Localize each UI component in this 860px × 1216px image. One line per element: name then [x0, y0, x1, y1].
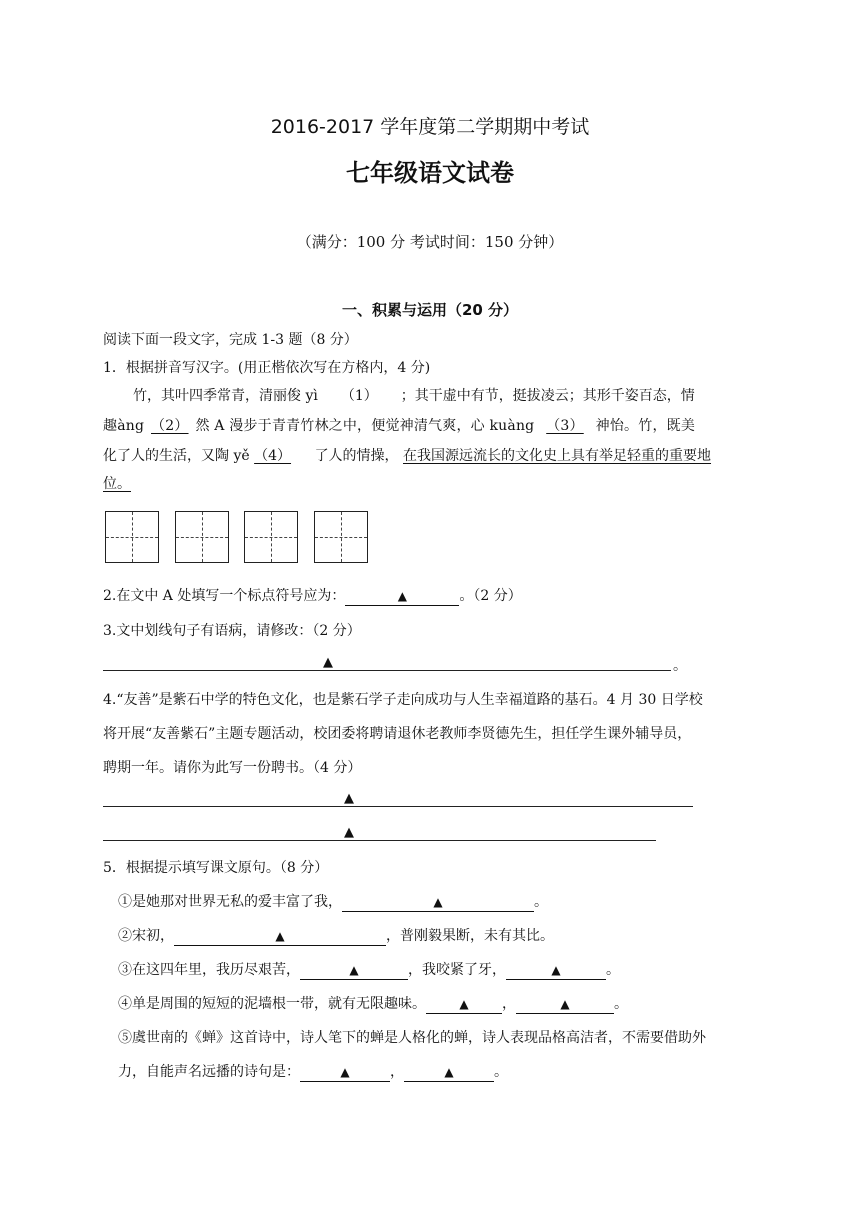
q1-passage-line2: [103, 416, 695, 436]
section-intro: 阅读下面一段文字，完成 1-3 题（8 分）: [103, 332, 358, 348]
q5-item-2: [118, 926, 554, 946]
q4-line1: 4.“友善”是紫石中学的特色文化，也是紫石学子走向成功与人生幸福道路的基石。4 月 30 日学校: [103, 692, 703, 708]
passage-text: 趣àng: [103, 418, 149, 434]
q5-item-1: [118, 892, 548, 912]
q5-prompt: 5．根据提示填写课文原句。（8 分）: [103, 860, 329, 876]
underlined-sentence: 在我国源远流长的文化史上具有举足轻重的重要地: [403, 448, 712, 464]
blank-marker: ▲: [459, 997, 469, 1011]
q5-item-5-line1: ⑤虞世南的《蝉》这首诗中，诗人笔下的蝉是人格化的蝉，诗人表现品格高洁者，不需要借助外: [118, 1030, 706, 1046]
passage-text: 竹，其叶四季常青，清丽俊 yì: [133, 388, 318, 404]
blank-3: （3）: [546, 418, 584, 434]
blank-marker: ▲: [344, 791, 354, 806]
passage-text: ；其干虚中有节，挺拔凌云；其形千姿百态，情: [400, 388, 695, 404]
q2-score: 。（2 分）: [459, 588, 522, 604]
blank-marker: ▲: [560, 997, 570, 1011]
q5-item-3: [118, 960, 620, 980]
exam-meta: （满分：100 分 考试时间：150 分钟）: [296, 233, 564, 251]
blank-marker: ▲: [551, 963, 561, 977]
answer-box-1[interactable]: [105, 511, 159, 563]
passage-text: 神怡。竹，既美: [595, 418, 696, 434]
q5-item-text: ，: [502, 996, 516, 1012]
blank-marker: ▲: [340, 1065, 350, 1079]
blank-marker: ▲: [344, 825, 354, 840]
q5-blank-4b[interactable]: [516, 996, 614, 1014]
exam-title: 2016-2017 学年度第二学期期中考试: [270, 116, 590, 138]
blank-4: （4）: [254, 448, 292, 464]
q5-blank-3b[interactable]: [506, 962, 606, 980]
blank-1: （1）: [340, 388, 378, 404]
q4-answer-line-2[interactable]: [103, 840, 656, 841]
q2-prompt: 2.在文中 A 处填写一个标点符号应为：: [103, 588, 346, 604]
q3-prompt: 3.文中划线句子有语病，请修改：（2 分）: [103, 623, 361, 639]
q5-blank-5a[interactable]: [300, 1064, 390, 1082]
q5-blank-3a[interactable]: [300, 962, 408, 980]
q3-answer-line[interactable]: [103, 670, 671, 671]
q5-item-text: 。: [534, 894, 548, 910]
passage-text: 了人的情操，: [314, 448, 399, 464]
q1-passage-line3: [103, 446, 711, 466]
q5-item-text: 。: [494, 1064, 508, 1080]
q5-item-text: 力，自能声名远播的诗句是：: [118, 1064, 300, 1080]
q5-item-text: 。: [606, 962, 620, 978]
q5-item-5-line2: [118, 1062, 508, 1082]
q3-tail: 。: [673, 658, 687, 674]
q5-item-text: ②宋初，: [118, 928, 174, 944]
q5-item-text: ，: [390, 1064, 404, 1080]
q5-item-text: ①是她那对世界无私的爱丰富了我，: [118, 894, 342, 910]
q4-answer-line-1[interactable]: [103, 806, 693, 807]
underlined-sentence: 位。: [103, 476, 131, 492]
q5-blank-1[interactable]: [342, 894, 534, 912]
q2-line: [103, 586, 522, 606]
blank-marker: ▲: [349, 963, 359, 977]
q2-answer-blank[interactable]: [345, 588, 459, 606]
q5-item-text: ，我咬紧了牙，: [408, 962, 506, 978]
answer-box-2[interactable]: [175, 511, 229, 563]
q1-passage-line4: [103, 474, 131, 494]
q5-item-text: ③在这四年里，我历尽艰苦，: [118, 962, 300, 978]
q5-item-text: 。: [614, 996, 628, 1012]
q4-line2: 将开展“友善紫石”主题专题活动，校团委将聘请退休老教师李贤德先生，担任学生课外辅导员，: [103, 726, 692, 742]
q5-blank-4a[interactable]: [426, 996, 502, 1014]
section-heading: 一、积累与运用（20 分）: [341, 301, 519, 319]
answer-box-4[interactable]: [314, 511, 368, 563]
blank-marker: ▲: [275, 929, 285, 943]
q5-item-4: [118, 994, 628, 1014]
blank-marker: ▲: [433, 895, 443, 909]
q5-item-text: ④单是周围的短短的泥墙根一带，就有无限趣味。: [118, 996, 426, 1012]
blank-marker: ▲: [323, 655, 333, 670]
q5-item-text: ，普刚毅果断，未有其比。: [386, 928, 554, 944]
q1-prompt: 1．根据拼音写汉字。(用正楷依次写在方格内，4 分): [103, 360, 431, 376]
blank-marker: ▲: [444, 1065, 454, 1079]
blank-marker: ▲: [397, 589, 407, 603]
blank-2: （2）: [151, 418, 189, 434]
paper-title: 七年级语文试卷: [346, 159, 514, 187]
q1-passage-line1: [133, 386, 695, 406]
q5-blank-5b[interactable]: [404, 1064, 494, 1082]
answer-box-3[interactable]: [244, 511, 298, 563]
passage-text: 化了人的生活，又陶 yě: [103, 448, 255, 464]
q5-blank-2[interactable]: [174, 928, 386, 946]
q4-line3: 聘期一年。请你为此写一份聘书。（4 分）: [103, 760, 362, 776]
passage-text: 然 A 漫步于青青竹林之中，便觉神清气爽，心 kuàng: [195, 418, 539, 434]
